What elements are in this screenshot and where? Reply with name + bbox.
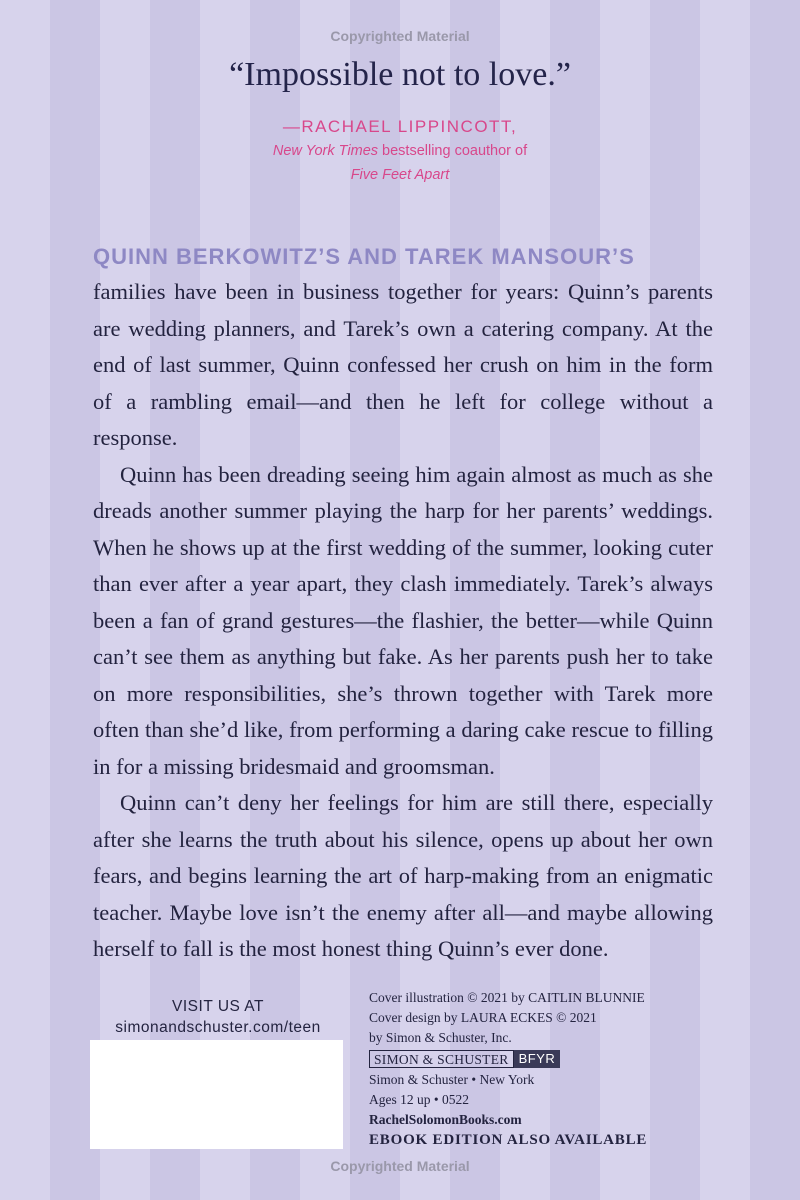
book-description (93, 241, 713, 968)
visit-url: simonandschuster.com/teen (115, 1019, 321, 1036)
blurb-paragraph-1: families have been in business together for years: Quinn’s parents are wedding planners, and Tarek’s own a catering company. At the end of last summer, Quinn confessed her crush on him in the form of a rambling email—and then he left for college without a response. (93, 279, 713, 450)
publisher-website-block (88, 996, 348, 1038)
credit-illustration: Cover illustration © 2021 by CAITLIN BLUNNIE (369, 990, 645, 1005)
visit-label: VISIT US AT (172, 998, 264, 1015)
endorsement-book-title: Five Feet Apart (350, 167, 450, 183)
barcode-area (90, 1040, 343, 1149)
publisher-location: Simon & Schuster • New York (369, 1072, 535, 1087)
endorsement-quote: “Impossible not to love.” (229, 56, 571, 93)
author-website: RachelSolomonBooks.com (369, 1112, 522, 1127)
blurb-paragraph-3: Quinn can’t deny her feelings for him are still there, especially after she learns the truth about his silence, opens up about her own fears, and begins learning the art of harp-making from an enigmatic teacher. Maybe love isn’t the enemy after all—and maybe allowing herself to fall is the most honest thing Quinn’s ever done. (93, 790, 713, 961)
copyright-watermark-top: Copyrighted Material (330, 28, 470, 44)
publisher-logo-name: SIMON & SCHUSTER (369, 1050, 514, 1068)
credit-publisher: by Simon & Schuster, Inc. (369, 1030, 512, 1045)
copyright-watermark-bottom: Copyrighted Material (330, 1158, 470, 1174)
credential-text: bestselling coauthor of (378, 143, 528, 159)
blurb-paragraph-2: Quinn has been dreading seeing him again almost as much as she dreads another summer playing the harp for her parents’ weddings. When he shows up at the first wedding of the summer, looking cuter than ever after a year apart, they clash immediately. Tarek’s always been a fan of grand gestures—the flashier, the better—while Quinn can’t see them as anything but fake. As her parents push her to take on more responsibilities, she’s thrown together with Tarek more often than she’d like, from performing a daring cake rescue to filling in for a missing bridesmaid and groomsman. (93, 461, 713, 779)
cover-credits (369, 988, 689, 1150)
endorsement-author: —RACHAEL LIPPINCOTT, (282, 117, 518, 136)
ebook-notice: EBOOK EDITION ALSO AVAILABLE (369, 1132, 648, 1148)
age-rating: Ages 12 up • 0522 (369, 1092, 469, 1107)
publisher-logo-imprint: BFYR (514, 1050, 561, 1068)
newspaper-name: New York Times (272, 143, 379, 159)
endorsement-credential (0, 143, 800, 159)
publisher-logo (369, 1050, 560, 1068)
credit-design: Cover design by LAURA ECKES © 2021 (369, 1010, 597, 1025)
blurb-lead-in: QUINN BERKOWITZ’S AND TAREK MANSOUR’S (93, 244, 635, 269)
